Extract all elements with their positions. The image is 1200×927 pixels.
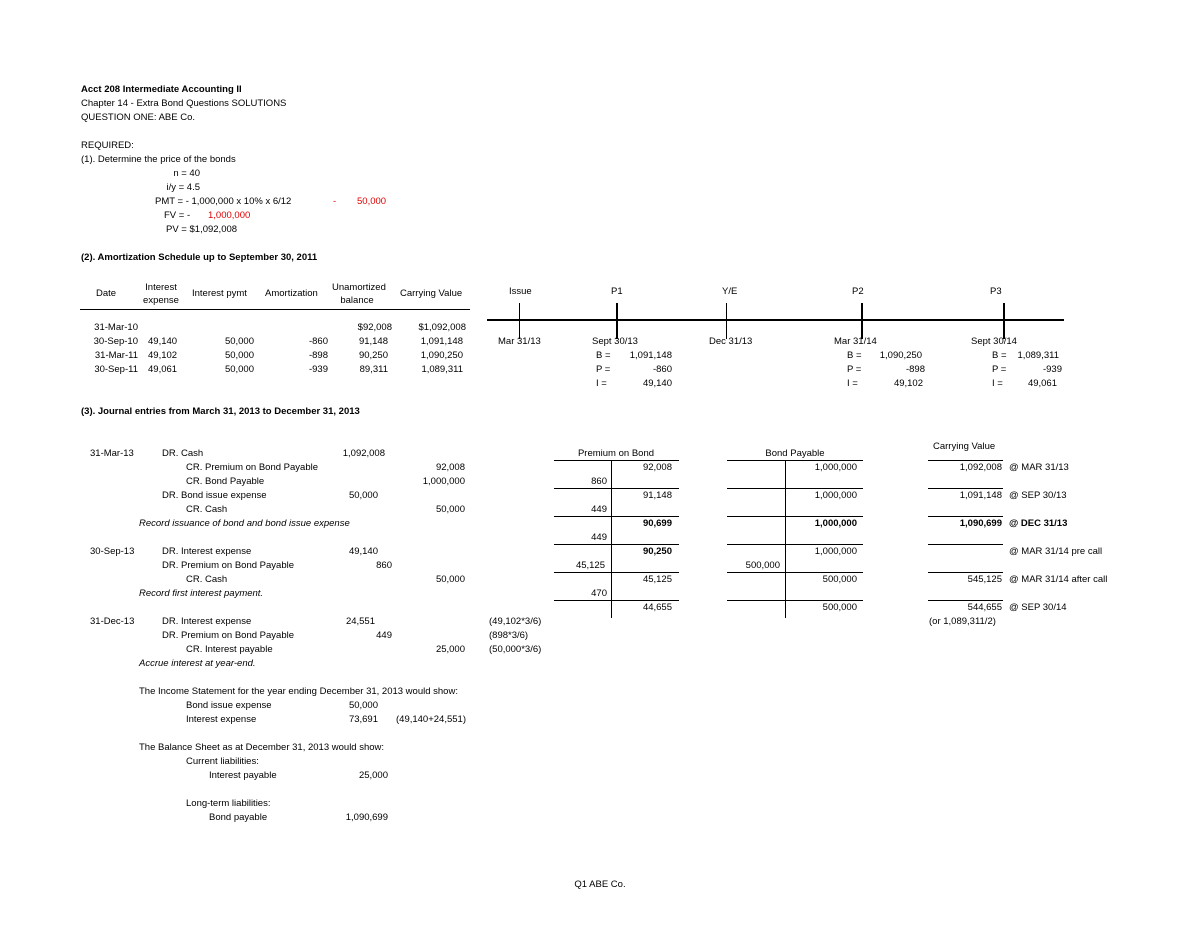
p1-b-value: 1,091,148 <box>629 350 672 361</box>
col-header-unamortized-balance: Unamortized balance <box>332 282 386 306</box>
carrying-title: Carrying Value <box>933 441 996 452</box>
entry-line: CR. Interest payable <box>186 644 273 655</box>
t-account-line <box>727 516 863 517</box>
part2-title: (2). Amortization Schedule up to September 30, 2011 <box>81 252 318 263</box>
bondpay-credit: 1,000,000 <box>814 518 857 529</box>
schedule-header-line <box>80 309 470 310</box>
table-row-interest: 49,061 <box>148 364 178 375</box>
premium-debit: 45,125 <box>575 560 605 571</box>
timeline-date: Sept 30/13 <box>592 336 638 347</box>
col-header-interest-expense: Interest expense <box>143 282 179 306</box>
table-row-carrying: 1,089,311 <box>421 364 463 375</box>
timeline-tick <box>861 303 863 339</box>
table-row-interest: 49,102 <box>148 350 178 361</box>
entry-credit: 92,008 <box>435 462 465 473</box>
page-footer: Q1 ABE Co. <box>574 879 626 890</box>
p2-i-label: I = <box>847 378 858 389</box>
timeline-label-issue: Issue <box>509 286 532 297</box>
entry-line: CR. Bond Payable <box>186 476 265 487</box>
table-row-payment: 50,000 <box>224 336 254 347</box>
timeline-label-p1: P1 <box>611 286 623 297</box>
income-title: The Income Statement for the year ending December 31, 2013 would show: <box>139 686 458 697</box>
table-row-carrying: $1,092,008 <box>418 322 466 333</box>
balance-section: Long-term liabilities: <box>186 798 271 809</box>
carrying-note: @ SEP 30/14 <box>1009 602 1067 613</box>
premium-credit: 44,655 <box>642 602 672 613</box>
premium-debit: 860 <box>591 476 607 487</box>
carrying-line <box>928 460 1003 461</box>
carrying-line <box>928 600 1003 601</box>
entry-date: 31-Mar-13 <box>90 448 134 459</box>
entry-calc: (49,102*3/6) <box>489 616 542 627</box>
timeline-date: Sept 30/14 <box>971 336 1017 347</box>
entry-line: DR. Premium on Bond Payable <box>162 630 295 641</box>
p3-b-value: 1,089,311 <box>1017 350 1059 361</box>
t-account-line <box>727 600 863 601</box>
p1-p-value: -860 <box>652 364 672 375</box>
part1-title: (1). Determine the price of the bonds <box>81 154 236 165</box>
balance-line: Interest payable <box>209 770 277 781</box>
entry-calc: (50,000*3/6) <box>489 644 542 655</box>
income-line: Interest expense <box>186 714 257 725</box>
premium-title: Premium on Bond <box>577 448 655 459</box>
entry-line: DR. Cash <box>162 448 204 459</box>
timeline-tick <box>519 303 520 339</box>
timeline-date: Mar 31/13 <box>498 336 541 347</box>
pv-value: PV = $1,092,008 <box>166 224 238 235</box>
timeline-date: Dec 31/13 <box>709 336 753 347</box>
p2-b-label: B = <box>847 350 862 361</box>
t-account-line <box>554 572 679 573</box>
t-account-line <box>727 488 863 489</box>
bondpay-debit: 500,000 <box>745 560 780 571</box>
t-account-line <box>727 544 863 545</box>
entry-line: DR. Premium on Bond Payable <box>162 560 295 571</box>
carrying-note: @ MAR 31/13 <box>1009 462 1069 473</box>
table-row-payment: 50,000 <box>224 350 254 361</box>
carrying-line <box>928 572 1003 573</box>
t-account-divider <box>611 460 612 618</box>
table-row-payment: 50,000 <box>224 364 254 375</box>
col-header-carrying-value: Carrying Value <box>400 288 463 299</box>
p2-p-value: -898 <box>905 364 925 375</box>
p3-p-value: -939 <box>1042 364 1062 375</box>
bondpay-credit: 500,000 <box>822 602 857 613</box>
question-title: QUESTION ONE: ABE Co. <box>81 112 196 123</box>
table-row-date: 31-Mar-11 <box>94 350 138 361</box>
t-account-line <box>554 460 679 461</box>
premium-debit: 449 <box>591 532 607 543</box>
entry-line: CR. Premium on Bond Payable <box>186 462 319 473</box>
p3-p-label: P = <box>992 364 1007 375</box>
carrying-note: @ SEP 30/13 <box>1009 490 1067 501</box>
table-row-date: 30-Sep-11 <box>94 364 138 375</box>
premium-credit: 45,125 <box>642 574 672 585</box>
table-row-interest: 49,140 <box>148 336 178 347</box>
balance-title: The Balance Sheet as at December 31, 2013 would show: <box>139 742 385 753</box>
table-row-unamortized: 91,148 <box>358 336 388 347</box>
part3-title: (3). Journal entries from March 31, 2013 to December 31, 2013 <box>81 406 360 417</box>
table-row-amortization: -939 <box>308 364 328 375</box>
entry-credit: 50,000 <box>435 504 465 515</box>
t-account-line <box>727 460 863 461</box>
fv-value: 1,000,000 <box>208 210 251 221</box>
bondpay-credit: 1,000,000 <box>814 546 857 557</box>
p3-b-label: B = <box>992 350 1007 361</box>
required-label: REQUIRED: <box>81 140 134 151</box>
balance-section: Current liabilities: <box>186 756 259 767</box>
iy-value: i/y = 4.5 <box>166 182 200 193</box>
p3-i-label: I = <box>992 378 1003 389</box>
table-row-date: 30-Sep-10 <box>93 336 138 347</box>
carrying-value: 1,091,148 <box>959 490 1002 501</box>
premium-credit: 91,148 <box>642 490 672 501</box>
t-account-divider <box>785 460 786 618</box>
pmt-value: 50,000 <box>357 196 387 207</box>
premium-credit: 90,250 <box>642 546 672 557</box>
p1-b-label: B = <box>596 350 611 361</box>
bondpay-title: Bond Payable <box>765 448 825 459</box>
entry-debit: 1,092,008 <box>342 448 385 459</box>
col-header-amortization: Amortization <box>265 288 318 299</box>
income-calc: (49,140+24,551) <box>396 714 466 725</box>
carrying-line <box>928 516 1003 517</box>
balance-value: 25,000 <box>358 770 388 781</box>
carrying-value: 545,125 <box>967 574 1002 585</box>
carrying-line <box>928 488 1003 489</box>
carrying-value: 1,090,699 <box>959 518 1002 529</box>
income-line: Bond issue expense <box>186 700 272 711</box>
carrying-value: 544,655 <box>967 602 1002 613</box>
p3-i-value: 49,061 <box>1027 378 1057 389</box>
entry-credit: 25,000 <box>435 644 465 655</box>
premium-credit: 90,699 <box>642 518 672 529</box>
fv-label: FV = - <box>164 210 191 221</box>
entry-date: 30-Sep-13 <box>90 546 135 557</box>
entry-line: DR. Interest expense <box>162 616 252 627</box>
course-title: Acct 208 Intermediate Accounting II <box>81 84 242 95</box>
table-row-unamortized: 90,250 <box>358 350 388 361</box>
t-account-line <box>554 544 679 545</box>
table-row-carrying: 1,091,148 <box>420 336 463 347</box>
entry-date: 31-Dec-13 <box>90 616 135 627</box>
bondpay-credit: 1,000,000 <box>814 462 857 473</box>
entry-credit: 1,000,000 <box>422 476 465 487</box>
entry-note: Accrue interest at year-end. <box>139 658 256 669</box>
timeline-tick <box>726 303 727 339</box>
carrying-note: @ MAR 31/14 pre call <box>1009 546 1103 557</box>
chapter-title: Chapter 14 - Extra Bond Questions SOLUTIONS <box>81 98 287 109</box>
pmt-formula: PMT = - 1,000,000 x 10% x 6/12 <box>155 196 292 207</box>
entry-debit: 50,000 <box>348 490 378 501</box>
n-value: n = 40 <box>173 168 200 179</box>
entry-credit: 50,000 <box>435 574 465 585</box>
timeline-label-p2: P2 <box>852 286 864 297</box>
timeline-label-ye: Y/E <box>722 286 738 297</box>
carrying-alt: (or 1,089,311/2) <box>929 616 996 627</box>
entry-debit: 49,140 <box>348 546 378 557</box>
table-row-carrying: 1,090,250 <box>420 350 463 361</box>
income-value: 50,000 <box>348 700 378 711</box>
entry-line: DR. Interest expense <box>162 546 252 557</box>
col-header-date: Date <box>96 288 117 299</box>
entry-note: Record first interest payment. <box>139 588 264 599</box>
carrying-line <box>928 544 1003 545</box>
balance-line: Bond payable <box>209 812 268 823</box>
entry-line: CR. Cash <box>186 574 228 585</box>
p2-i-value: 49,102 <box>893 378 923 389</box>
table-row-amortization: -898 <box>308 350 328 361</box>
entry-debit: 860 <box>376 560 392 571</box>
entry-debit: 24,551 <box>345 616 375 627</box>
timeline-axis <box>487 319 1064 321</box>
timeline-tick <box>616 303 618 339</box>
t-account-line <box>554 488 679 489</box>
carrying-note: @ DEC 31/13 <box>1009 518 1068 529</box>
table-row-unamortized: 89,311 <box>359 364 388 375</box>
carrying-value: 1,092,008 <box>959 462 1002 473</box>
bondpay-credit: 500,000 <box>822 574 857 585</box>
p1-p-label: P = <box>596 364 611 375</box>
balance-value: 1,090,699 <box>345 812 388 823</box>
bondpay-credit: 1,000,000 <box>814 490 857 501</box>
entry-line: DR. Bond issue expense <box>162 490 267 501</box>
col-header-interest-pymt: Interest pymt <box>192 288 247 299</box>
table-row-date: 31-Mar-10 <box>94 322 138 333</box>
p1-i-value: 49,140 <box>642 378 672 389</box>
premium-credit: 92,008 <box>642 462 672 473</box>
timeline-label-p3: P3 <box>990 286 1002 297</box>
premium-debit: 449 <box>591 504 607 515</box>
table-row-unamortized: $92,008 <box>357 322 392 333</box>
p2-b-value: 1,090,250 <box>879 350 922 361</box>
timeline-date: Mar 31/14 <box>834 336 877 347</box>
income-value: 73,691 <box>348 714 378 725</box>
entry-calc: (898*3/6) <box>489 630 529 641</box>
pmt-dash: - <box>333 196 337 207</box>
t-account-line <box>554 600 679 601</box>
p2-p-label: P = <box>847 364 862 375</box>
entry-note: Record issuance of bond and bond issue expense <box>139 518 350 529</box>
carrying-note: @ MAR 31/14 after call <box>1009 574 1108 585</box>
p1-i-label: I = <box>596 378 607 389</box>
t-account-line <box>554 516 679 517</box>
timeline-tick <box>1003 303 1005 339</box>
premium-debit: 470 <box>591 588 607 599</box>
entry-line: CR. Cash <box>186 504 228 515</box>
table-row-amortization: -860 <box>308 336 328 347</box>
t-account-line <box>727 572 863 573</box>
entry-debit: 449 <box>376 630 392 641</box>
